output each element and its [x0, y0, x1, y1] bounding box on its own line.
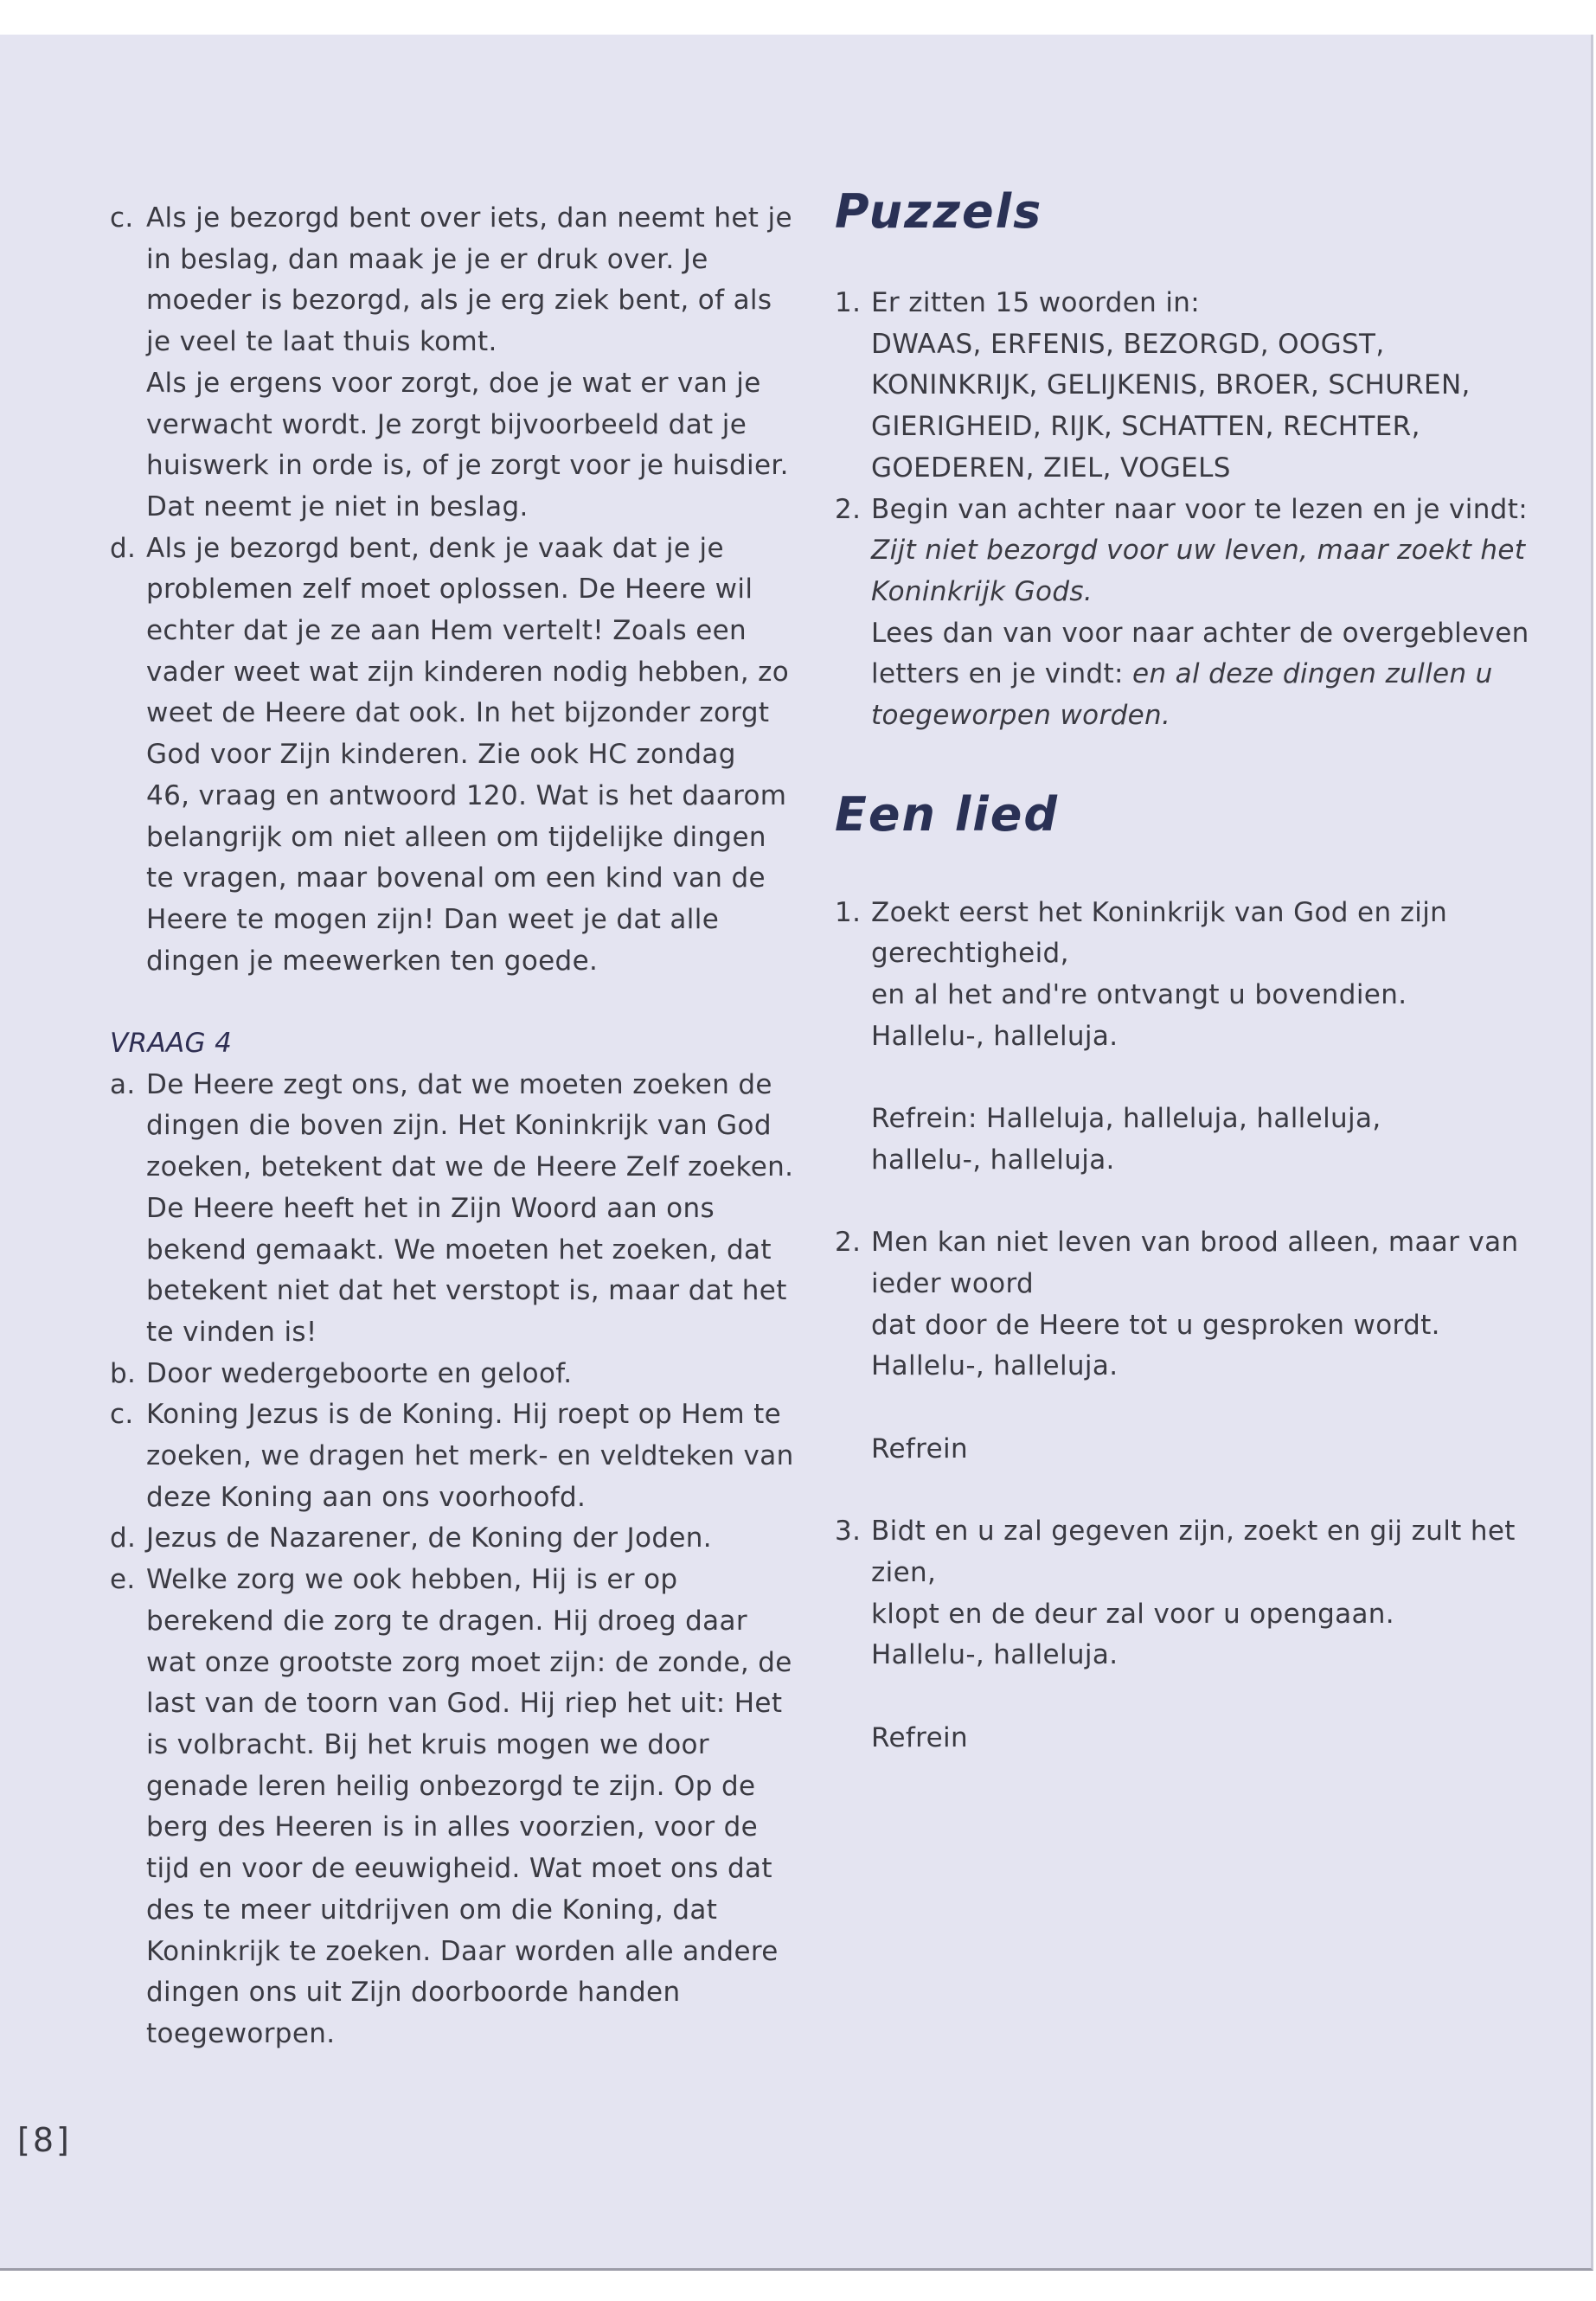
- text-line: is volbracht. Bij het kruis mogen we door: [146, 1729, 709, 1760]
- solution-line: toegeworpen worden.: [871, 700, 1171, 732]
- solution-fragment: en al deze dingen zullen u: [1132, 658, 1493, 690]
- item-marker: 2.: [835, 493, 862, 525]
- lyric-line: dat door de Heere tot u gesproken wordt.: [871, 1309, 1440, 1341]
- right-column: [835, 184, 1529, 1759]
- lied-refrein-full: [835, 1099, 1509, 1181]
- solution-line: Koninkrijk Gods.: [871, 575, 1093, 607]
- item-marker: [835, 1099, 871, 1181]
- text-line: je veel te laat thuis komt.: [146, 326, 497, 358]
- lyric-line: Hallelu-, halleluja.: [871, 1020, 1118, 1052]
- item-marker: e.: [110, 1564, 136, 1596]
- text-line: zoeken, we dragen het merk- en veldteken van: [146, 1440, 794, 1472]
- word-list-line: KONINKRIJK, GELIJKENIS, BROER, SCHUREN,: [871, 369, 1471, 401]
- lyric-line: Refrein: [871, 1433, 968, 1465]
- item-marker: b.: [110, 1357, 137, 1389]
- item-marker: 1.: [835, 287, 862, 318]
- item-marker: d.: [110, 1522, 137, 1554]
- item-marker: c.: [110, 202, 134, 234]
- text-line: huiswerk in orde is, of je zorgt voor je huisdier.: [146, 450, 789, 482]
- text-line: problemen zelf moet oplossen. De Heere wil: [146, 574, 753, 606]
- text-line: weet de Heere dat ook. In het bijzonder zorgt: [146, 697, 770, 729]
- text-line: bekend gemaakt. We moeten het zoeken, dat: [146, 1234, 772, 1266]
- text-line: Als je bezorgd bent, denk je vaak dat je je: [146, 532, 724, 564]
- word-list-line: DWAAS, ERFENIS, BEZORGD, OOGST,: [871, 328, 1385, 360]
- puzzels-heading: Puzzels: [835, 184, 1043, 239]
- text-line: echter dat je ze aan Hem vertelt! Zoals een: [146, 615, 747, 647]
- item-marker: [835, 1718, 871, 1759]
- text-line: deze Koning aan ons voorhoofd.: [146, 1481, 586, 1513]
- solution-line: Zijt niet bezorgd voor uw leven, maar zoekt het: [871, 535, 1526, 567]
- text-line: Jezus de Nazarener, de Koning der Joden.: [146, 1522, 713, 1554]
- lyric-line: ieder woord: [871, 1268, 1035, 1300]
- text-fragment: letters en je vindt:: [871, 658, 1133, 690]
- lyric-line: en al het and're ontvangt u bovendien.: [871, 979, 1407, 1011]
- text-line: Als je ergens voor zorgt, doe je wat er van je: [146, 367, 761, 399]
- text-line: Als je bezorgd bent over iets, dan neemt het je: [146, 202, 792, 234]
- answer-item-d: [110, 529, 790, 983]
- item-marker: 3.: [835, 1516, 862, 1548]
- word-list-line: GIERIGHEID, RIJK, SCHATTEN, RECHTER,: [871, 411, 1420, 443]
- lied-refrein-2: [835, 1429, 1509, 1471]
- text-line: Lees dan van voor naar achter de overgebleven: [871, 617, 1529, 649]
- lyric-line: hallelu-, halleluja.: [871, 1144, 1115, 1176]
- left-column: [110, 198, 794, 2055]
- lied-verse-3: [835, 1511, 1516, 1676]
- item-marker: d.: [110, 532, 137, 564]
- vraag4-item-e: [110, 1560, 792, 2054]
- lyric-line: Hallelu-, halleluja.: [871, 1350, 1118, 1382]
- text-line: dingen ons uit Zijn doorboorde handen: [146, 1977, 681, 2009]
- page: [0, 35, 1593, 2271]
- text-line: dingen je meewerken ten goede.: [146, 945, 599, 977]
- vraag4-item-a: [110, 1065, 794, 1354]
- lyric-line: Hallelu-, halleluja.: [871, 1639, 1118, 1671]
- text-line: wat onze grootste zorg moet zijn: de zonde, de: [146, 1646, 792, 1678]
- text-line: belangrijk om niet alleen om tijdelijke dingen: [146, 821, 766, 853]
- item-marker: 2.: [835, 1227, 862, 1259]
- lied-verse-1: [835, 893, 1509, 1058]
- vraag4-item-c: [110, 1394, 794, 1518]
- text-line: des te meer uitdrijven om die Koning, dat: [146, 1894, 718, 1926]
- lyric-line: Refrein: Halleluja, halleluja, halleluja,: [871, 1103, 1381, 1135]
- text-line: zoeken, betekent dat we de Heere Zelf zoeken.: [146, 1151, 794, 1183]
- item-marker: a.: [110, 1068, 136, 1100]
- text-line: last van de toorn van God. Hij riep het uit: Het: [146, 1688, 783, 1720]
- text-line: Koninkrijk te zoeken. Daar worden alle andere: [146, 1935, 779, 1967]
- vraag4-item-d: [110, 1518, 776, 1560]
- word-list-line: GOEDEREN, ZIEL, VOGELS: [871, 452, 1231, 484]
- text-line: De Heere heeft het in Zijn Woord aan ons: [146, 1192, 715, 1224]
- lied-refrein-3: [835, 1718, 1509, 1759]
- text-line: Door wedergeboorte en geloof.: [146, 1357, 573, 1389]
- vraag4-item-b: [110, 1354, 776, 1395]
- text-line: tijd en voor de eeuwigheid. Wat moet ons dat: [146, 1853, 772, 1885]
- text-line: berekend die zorg te dragen. Hij droeg daar: [146, 1605, 747, 1637]
- text-line: te vragen, maar bovenal om een kind van de: [146, 862, 766, 894]
- text-line: berg des Heeren is in alles voorzien, voor de: [146, 1811, 759, 1843]
- page-number: [8]: [17, 2121, 72, 2159]
- text-line: Heere te mogen zijn! Dan weet je dat alle: [146, 903, 720, 935]
- lyric-line: Refrein: [871, 1721, 968, 1753]
- mixed-line: [871, 654, 1529, 695]
- item-marker: 1.: [835, 896, 862, 928]
- text-line: betekent niet dat het verstopt is, maar dat het: [146, 1275, 787, 1307]
- text-line: te vinden is!: [146, 1316, 317, 1348]
- text-line: De Heere zegt ons, dat we moeten zoeken de: [146, 1068, 772, 1100]
- puzzel-item-1: [835, 283, 1509, 490]
- lyric-line: Men kan niet leven van brood alleen, maar van: [871, 1227, 1519, 1259]
- text-line: dingen die boven zijn. Het Koninkrijk van God: [146, 1110, 772, 1142]
- lyric-line: zien,: [871, 1556, 937, 1588]
- text-line: verwacht wordt. Je zorgt bijvoorbeeld dat je: [146, 408, 747, 440]
- text-line: Begin van achter naar voor te lezen en je vindt:: [871, 493, 1529, 525]
- text-line: Koning Jezus is de Koning. Hij roept op Hem te: [146, 1399, 782, 1431]
- lyric-line: Bidt en u zal gegeven zijn, zoekt en gij zult het: [871, 1516, 1516, 1548]
- lyric-line: Zoekt eerst het Koninkrijk van God en zijn: [871, 896, 1448, 928]
- text-line: moeder is bezorgd, als je erg ziek bent, of als: [146, 285, 772, 317]
- lyric-line: klopt en de deur zal voor u opengaan.: [871, 1598, 1394, 1630]
- item-marker: c.: [110, 1399, 134, 1431]
- text-line: Dat neemt je niet in beslag.: [146, 490, 529, 522]
- text-line: vader weet wat zijn kinderen nodig hebben, zo: [146, 656, 790, 688]
- lied-heading: Een lied: [835, 786, 1060, 842]
- vraag-4-heading: VRAAG 4: [110, 1028, 233, 1060]
- item-marker: [835, 1429, 871, 1471]
- puzzel-item-2: [835, 490, 1529, 737]
- lied-verse-2: [835, 1222, 1519, 1388]
- text-line: Welke zorg we ook hebben, Hij is er op: [146, 1564, 678, 1596]
- text-line: toegeworpen.: [146, 2017, 336, 2049]
- text-line: in beslag, dan maak je je er druk over. Je: [146, 243, 708, 275]
- text-line: God voor Zijn kinderen. Zie ook HC zondag: [146, 739, 736, 771]
- text-line: 46, vraag en antwoord 120. Wat is het daarom: [146, 779, 787, 811]
- lyric-line: gerechtigheid,: [871, 938, 1069, 970]
- text-line: genade leren heilig onbezorgd te zijn. Op de: [146, 1770, 756, 1802]
- text-line: Er zitten 15 woorden in:: [871, 287, 1201, 318]
- answer-item-c: [110, 198, 792, 529]
